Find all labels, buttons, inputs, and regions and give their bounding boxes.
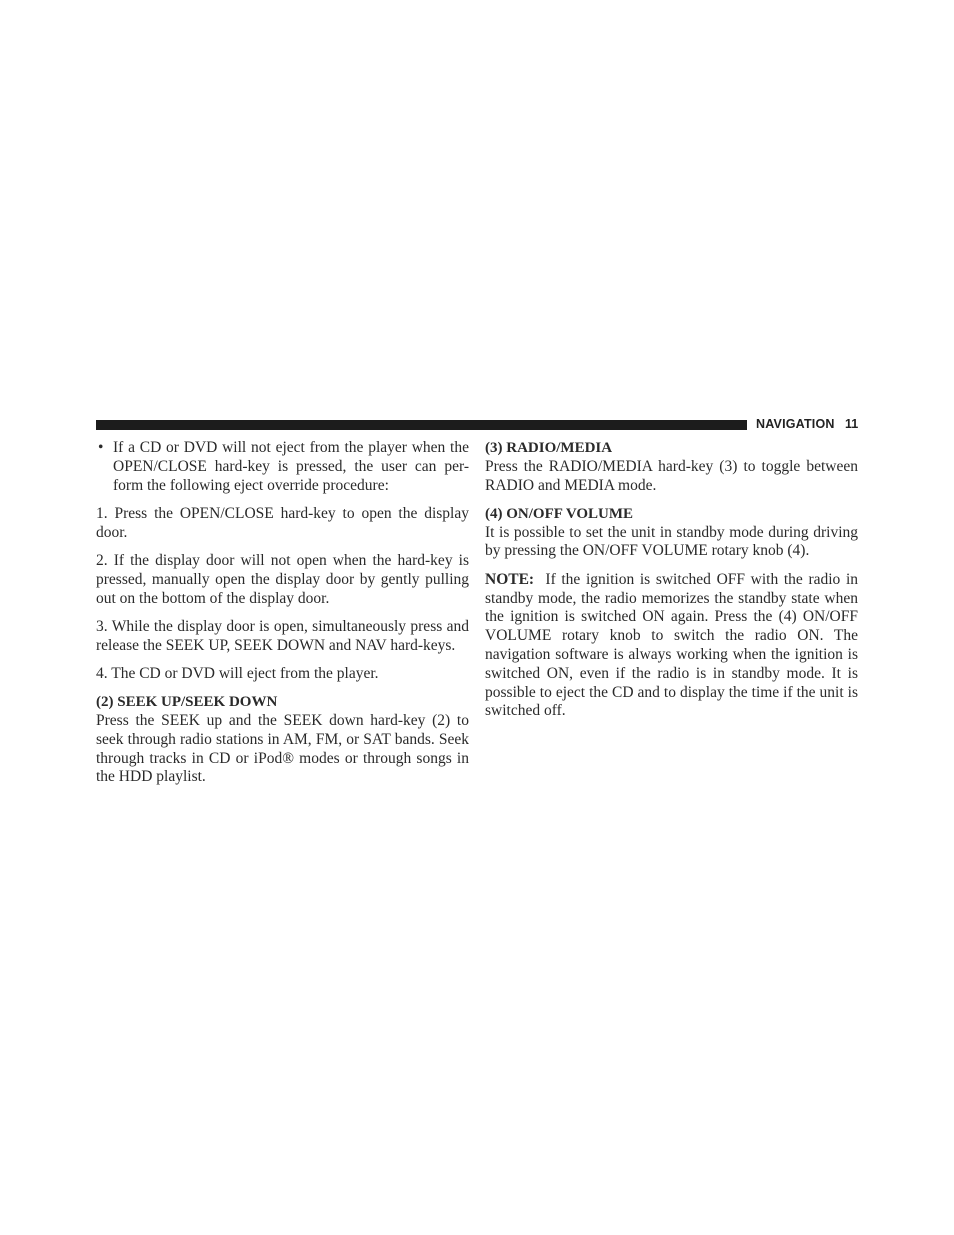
seek-heading: (2) SEEK UP/SEEK DOWN bbox=[96, 694, 278, 711]
eject-bullet bbox=[96, 439, 469, 495]
note-paragraph bbox=[485, 571, 858, 721]
on-off-volume-heading: (4) ON/OFF VOLUME bbox=[485, 505, 634, 522]
step-4: 4. The CD or DVD will eject from the player. bbox=[96, 664, 379, 682]
note-text: If the ignition is switched OFF with the radio in standby mode, the radio memorizes the standby state when the ignition is switched ON again. Press the (4) ON/OFF VOLUME rotary knob to switch the radio ON. The navigation software is always working when the ignition is switched ON, even if the radio is in standby mode. It is possible to eject the CD and to display the time if the unit is switched off. bbox=[485, 570, 859, 720]
step-1: 1. Press the OPEN/CLOSE hard-key to open the display door. bbox=[96, 504, 469, 541]
on-off-volume-text: It is possible to set the unit in standby mode during driving by pressing the ON/OFF VOLUME rotary knob (4). bbox=[485, 523, 858, 560]
radio-media-heading: (3) RADIO/MEDIA bbox=[485, 440, 613, 456]
right-column bbox=[485, 439, 858, 731]
header-rule bbox=[96, 420, 747, 430]
bullet-icon: • bbox=[98, 439, 104, 456]
step-3: 3. While the display door is open, simultaneously press and release the SEEK UP, SEEK DOWN and NAV hard-keys. bbox=[96, 617, 469, 654]
page-number: 11 bbox=[845, 417, 859, 431]
radio-media-text: Press the RADIO/MEDIA hard-key (3) to toggle between RADIO and MEDIA mode. bbox=[485, 457, 858, 494]
section-title: NAVIGATION bbox=[756, 417, 835, 431]
left-column bbox=[96, 439, 469, 797]
bullet-text: If a CD or DVD will not eject from the player when the OPEN/CLOSE hard-key is pressed, the user can per-form the following eject override procedure: bbox=[113, 439, 469, 494]
seek-text: Press the SEEK up and the SEEK down hard-key (2) to seek through radio stations in AM, FM, or SAT bands. Seek through tracks in CD or iPod® modes or through songs in the HDD playlist. bbox=[96, 712, 469, 786]
step-2: 2. If the display door will not open when the hard-key is pressed, manually open the display door by gently pulling out on the bottom of the display door. bbox=[96, 551, 469, 607]
note-label: NOTE: bbox=[485, 570, 535, 588]
